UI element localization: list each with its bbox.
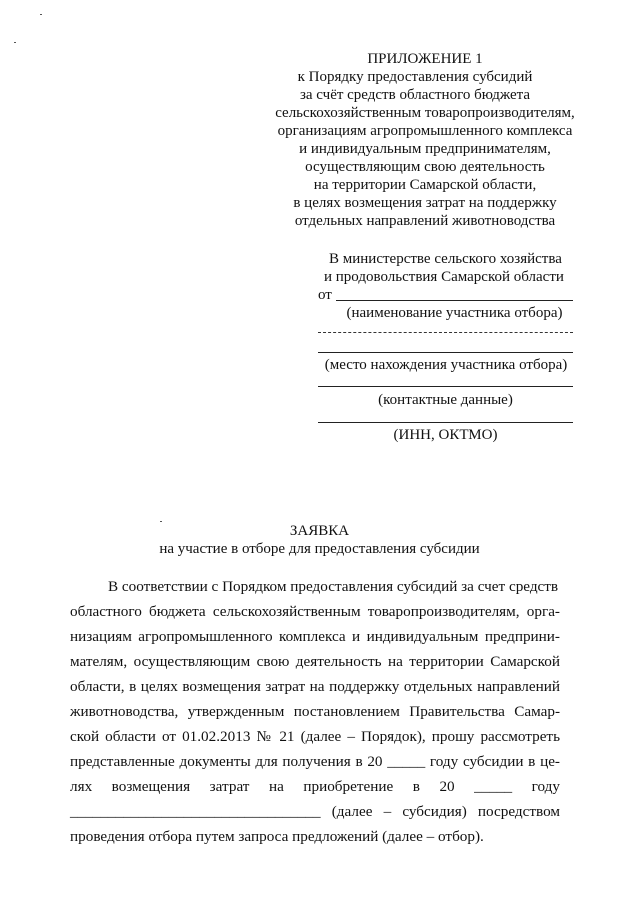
body-line: ской области от 01.02.2013 № 21 (далее – Порядок), прошу рассмотреть xyxy=(70,728,560,745)
location-field-line xyxy=(318,352,573,353)
contacts-caption: (контактные данные) xyxy=(378,392,513,408)
body-line: _________________________________ (далее – субсидия) посредством xyxy=(70,803,560,820)
document-title: ЗАЯВКА xyxy=(289,523,350,539)
inn-field-line xyxy=(318,422,573,423)
inn-caption: (ИНН, ОКТМО) xyxy=(393,427,498,443)
body-line: низациям агропромышленного комплекса и индивидуальным предприни- xyxy=(70,628,560,645)
appendix-line: к Порядку предоставления субсидий xyxy=(297,69,533,85)
name-caption: (наименование участника отбора) xyxy=(346,305,563,321)
appendix-line: отдельных направлений животноводства xyxy=(294,213,556,229)
body-line: представленные документы для получения в 20 _____ году субсидии в це- xyxy=(70,753,560,770)
appendix-line: организациям агропромышленного комплекса xyxy=(277,123,573,139)
location-caption: (место нахождения участника отбора) xyxy=(324,357,568,373)
body-line: лях возмещения затрат на приобретение в 20 _____ году xyxy=(70,778,560,795)
address-field-line xyxy=(318,332,573,333)
appendix-line: за счёт средств областного бюджета xyxy=(299,87,531,103)
appendix-line: на территории Самарской области, xyxy=(313,177,537,193)
body-line: мателям, осуществляющим свою деятельность на территории Самарской xyxy=(70,653,560,670)
contacts-field-line xyxy=(318,386,573,387)
scan-mark xyxy=(40,14,42,15)
appendix-line: сельскохозяйственным товаропроизводителям, xyxy=(275,105,575,121)
scan-mark xyxy=(14,42,16,43)
addressee-line: В министерстве сельского хозяйства xyxy=(329,251,562,267)
appendix-line: в целях возмещения затрат на поддержку xyxy=(293,195,557,211)
body-line: областного бюджета сельскохозяйственным товаропроизводителям, орга- xyxy=(70,603,560,620)
body-line: животноводства, утвержденным постановлением Правительства Самар- xyxy=(70,703,560,720)
body-line: проведения отбора путем запроса предложений (далее – отбор). xyxy=(70,828,484,845)
appendix-title: ПРИЛОЖЕНИЕ 1 xyxy=(367,51,483,67)
appendix-line: осуществляющим свою деятельность xyxy=(305,159,545,175)
appendix-line: и индивидуальным предпринимателям, xyxy=(299,141,551,157)
body-line: области, в целях возмещения затрат на поддержку отдельных направлений xyxy=(70,678,560,695)
addressee-line: и продовольствия Самарской области xyxy=(324,269,564,285)
from-label: от xyxy=(318,287,332,303)
body-line: В соответствии с Порядком предоставления субсидий за счет средств xyxy=(108,578,559,595)
document-subtitle: на участие в отборе для предоставления субсидии xyxy=(159,541,480,557)
name-field-line xyxy=(336,300,573,301)
